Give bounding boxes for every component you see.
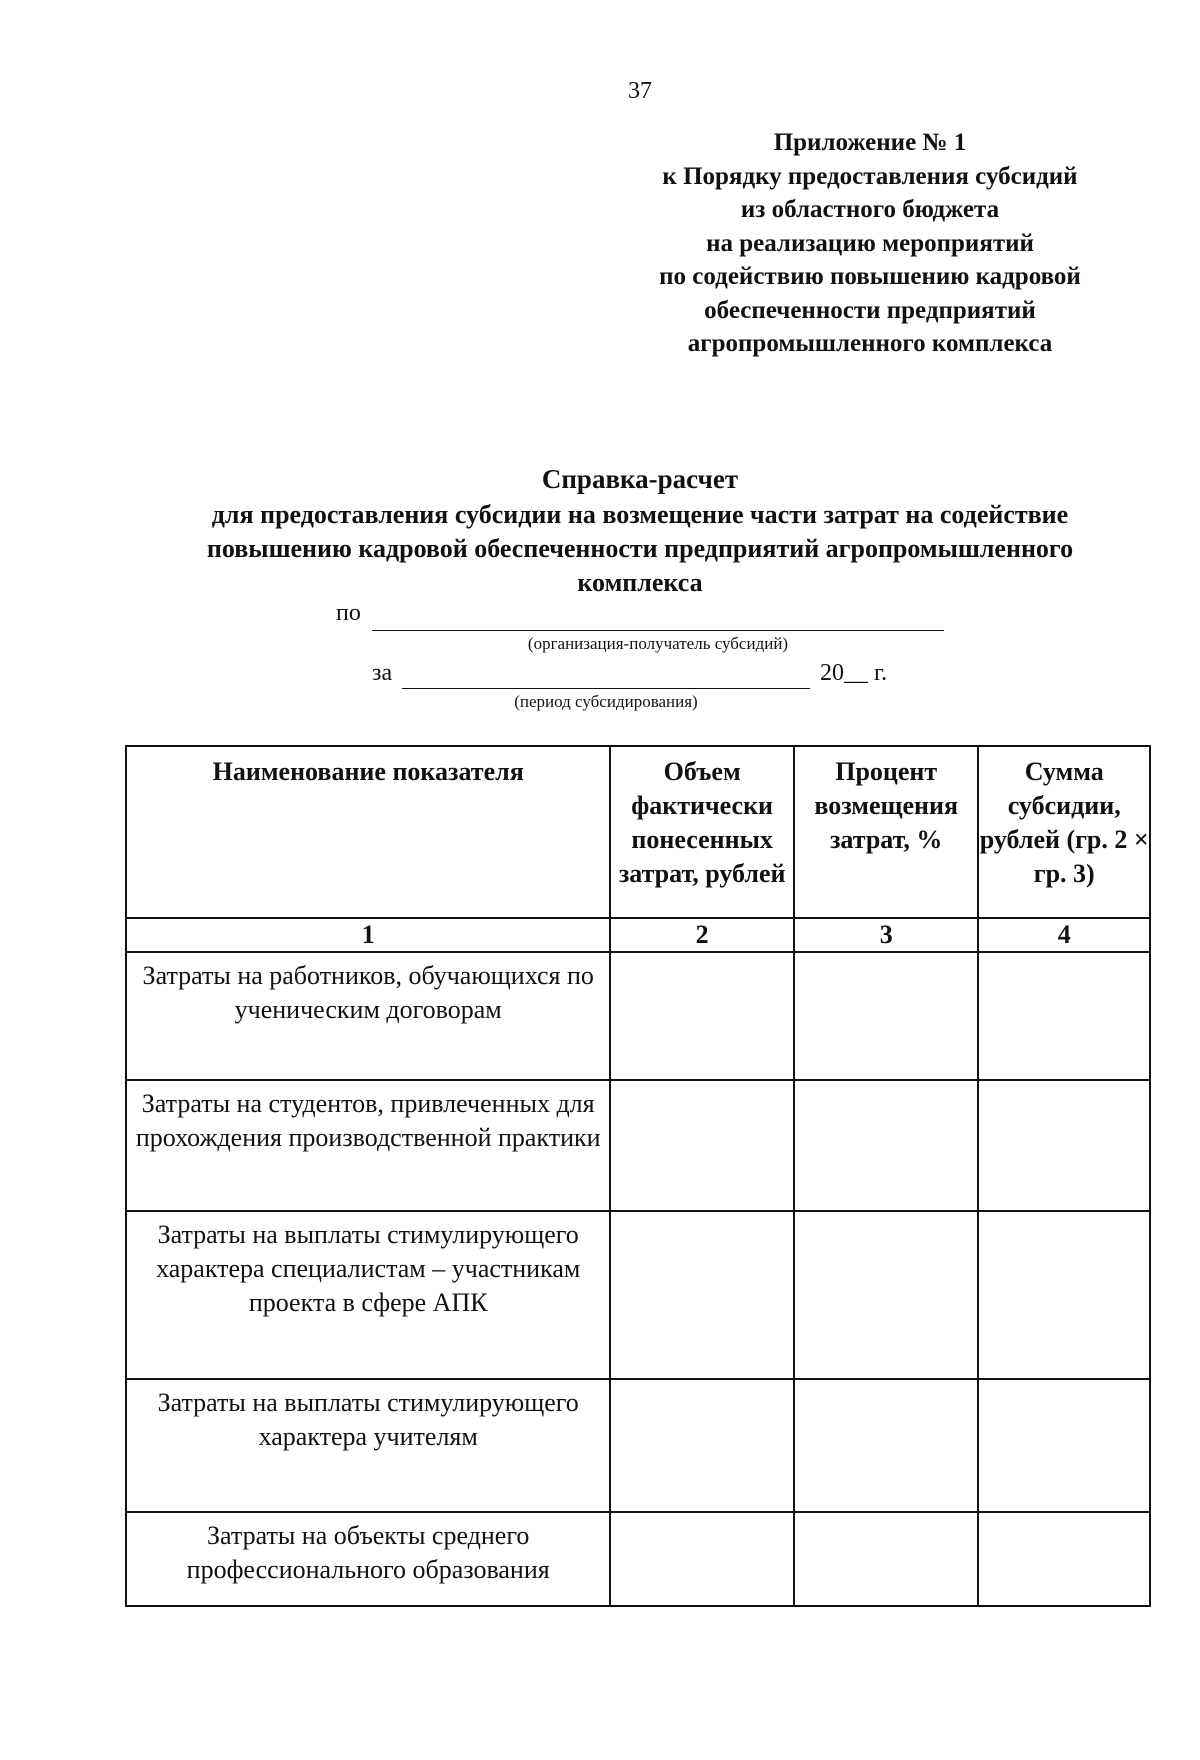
document-subtitle (130, 498, 1150, 600)
appendix-line: из областного бюджета (740, 196, 1000, 223)
sum-cell[interactable] (978, 1379, 1150, 1512)
org-field-caption: (организация-получатель субсидий) (527, 634, 789, 653)
appendix-line: к Порядку предоставления субсидий (662, 162, 1078, 190)
column-number: 2 (610, 918, 794, 952)
table-header-row (126, 746, 1150, 918)
volume-cell[interactable] (610, 952, 794, 1080)
percent-cell[interactable] (794, 952, 979, 1080)
sum-cell[interactable] (978, 1512, 1150, 1606)
org-field-label: по (336, 600, 361, 626)
subtitle-line: комплекса (577, 568, 703, 597)
volume-cell[interactable] (610, 1512, 794, 1606)
header-expense-volume: Объем фактически понесенных затрат, рублей (610, 746, 794, 918)
period-field-caption: (период субсидирования) (514, 692, 698, 711)
row-label: Затраты на объекты среднего профессионального образования (126, 1512, 610, 1606)
column-number-row (126, 918, 1150, 952)
document-title: Справка-расчет (541, 464, 739, 494)
sum-cell[interactable] (978, 1080, 1150, 1211)
sum-cell[interactable] (978, 952, 1150, 1080)
percent-cell[interactable] (794, 1080, 979, 1211)
volume-cell[interactable] (610, 1379, 794, 1512)
period-year-text: 20__ г. (820, 660, 888, 686)
percent-cell[interactable] (794, 1379, 979, 1512)
appendix-line: агропромышленного комплекса (687, 330, 1053, 357)
volume-cell[interactable] (610, 1080, 794, 1211)
page-number: 37 (628, 78, 652, 104)
subtitle-line: повышению кадровой обеспеченности предприятий агропромышленного (206, 534, 1074, 563)
appendix-line: обеспеченности предприятий (704, 296, 1036, 324)
sum-cell[interactable] (978, 1211, 1150, 1379)
percent-cell[interactable] (794, 1512, 979, 1606)
period-field-label: за (372, 660, 393, 686)
row-label: Затраты на выплаты стимулирующего характера специалистам – участникам проекта в сфере АПК (126, 1211, 610, 1379)
table-row (126, 1379, 1150, 1512)
table-row (126, 1211, 1150, 1379)
period-field-line[interactable] (402, 688, 810, 689)
org-field-line[interactable] (372, 630, 944, 631)
appendix-heading (620, 126, 1120, 361)
row-label: Затраты на выплаты стимулирующего характера учителям (126, 1379, 610, 1512)
header-indicator-name: Наименование показателя (126, 746, 610, 918)
row-label: Затраты на студентов, привлеченных для прохождения производственной практики (126, 1080, 610, 1211)
appendix-line: Приложение № 1 (773, 129, 967, 156)
table-row (126, 1080, 1150, 1211)
column-number: 1 (126, 918, 610, 952)
appendix-line: на реализацию мероприятий (706, 229, 1034, 257)
header-reimbursement-percent: Процент возмещения затрат, % (794, 746, 979, 918)
volume-cell[interactable] (610, 1211, 794, 1379)
header-subsidy-sum: Сумма субсидии, рублей (гр. 2 × гр. 3) (978, 746, 1150, 918)
percent-cell[interactable] (794, 1211, 979, 1379)
table-row (126, 1512, 1150, 1606)
calculation-table (125, 745, 1151, 1607)
appendix-line: по содействию повышению кадровой (659, 263, 1081, 290)
column-number: 4 (978, 918, 1150, 952)
subtitle-line: для предоставления субсидии на возмещение части затрат на содействие (211, 500, 1069, 529)
row-label: Затраты на работников, обучающихся по ученическим договорам (126, 952, 610, 1080)
table-row (126, 952, 1150, 1080)
column-number: 3 (794, 918, 979, 952)
